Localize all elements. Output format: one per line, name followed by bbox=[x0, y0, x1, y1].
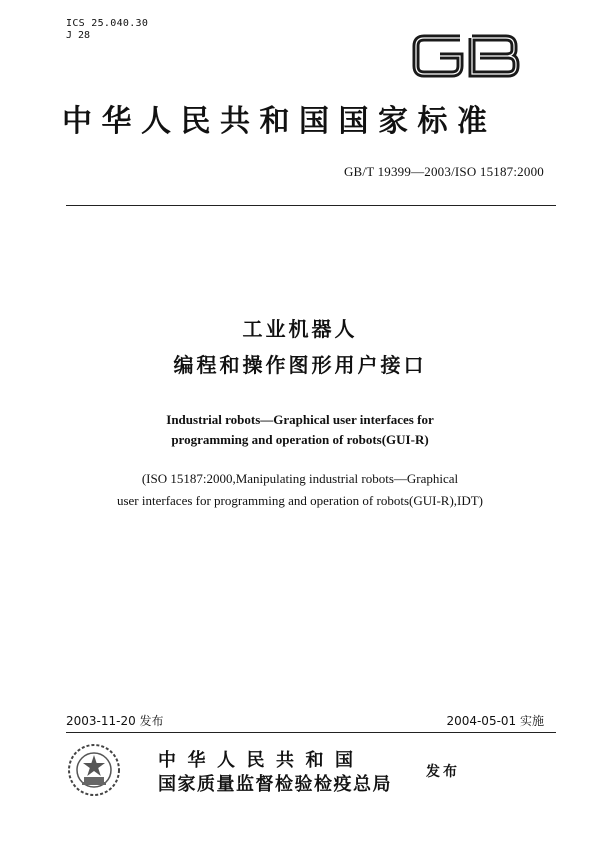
publish-label: 发布 bbox=[426, 764, 460, 780]
standard-title: 中华人民共和国国家标准 bbox=[62, 104, 497, 139]
gb-logo-icon bbox=[410, 30, 522, 82]
publisher-line2: 国家质量监督检验检疫总局 bbox=[158, 774, 392, 795]
standard-number: GB/T 19399—2003/ISO 15187:2000 bbox=[343, 164, 544, 179]
ics-code: ICS 25.040.30 bbox=[66, 18, 149, 29]
chinese-title-line1: 工业机器人 bbox=[242, 317, 358, 341]
implementation-date: 2004-05-01 实施 bbox=[446, 714, 544, 728]
publisher-line1: 中华人民共和国 bbox=[158, 750, 365, 771]
national-emblem-icon bbox=[66, 742, 122, 798]
issue-date: 2003-11-20 发布 bbox=[66, 714, 164, 728]
english-title-line1: Industrial robots—Graphical user interfaces for bbox=[166, 412, 434, 427]
chinese-title-line2: 编程和操作图形用户接口 bbox=[173, 353, 427, 377]
j-code: J 28 bbox=[66, 30, 91, 41]
bottom-divider bbox=[66, 732, 556, 733]
iso-reference-line1: (ISO 15187:2000,Manipulating industrial robots—Graphical bbox=[141, 471, 459, 486]
iso-reference-line2: user interfaces for programming and operation of robots(GUI-R),IDT) bbox=[116, 493, 484, 508]
iso-reference bbox=[0, 468, 600, 512]
top-divider bbox=[66, 205, 556, 206]
english-title-line2: programming and operation of robots(GUI-R) bbox=[171, 432, 429, 447]
english-title bbox=[0, 410, 600, 450]
